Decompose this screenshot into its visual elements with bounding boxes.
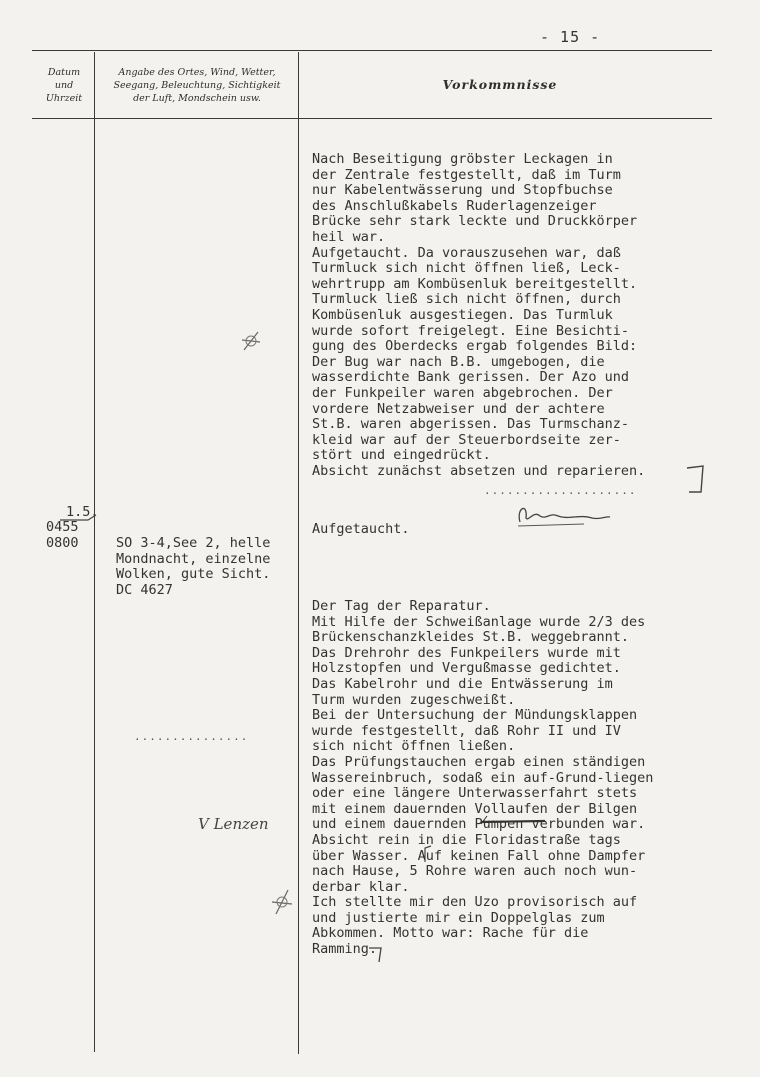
bracket-mark-2: [421, 844, 435, 864]
header-location-line2: Seegang, Beleuchtung, Sichtigkeit: [113, 80, 281, 91]
entry-line: Nach Beseitigung gröbster Leckagen in: [312, 151, 613, 167]
entry-line: sich nicht öffnen ließen.: [312, 738, 516, 755]
entry-line: Mit Hilfe der Schweißanlage wurde 2/3 des: [312, 613, 646, 630]
column-divider-2: [298, 52, 299, 1054]
entry-line: mit einem dauernden Vollaufen der Bilgen: [312, 800, 638, 817]
cross-mark-2: [268, 886, 296, 918]
pencil-annotation: V Lenzen: [198, 815, 269, 833]
entry-line: Aufgetaucht. Da vorauszusehen war, daß: [312, 244, 621, 261]
column-divider-1: [94, 52, 95, 1052]
entry-line: St.B. waren abgerissen. Das Turmschanz-: [312, 416, 629, 433]
header-location-weather: [98, 66, 296, 105]
weather-line: DC 4627: [116, 581, 173, 598]
entry-line: derbar klar.: [312, 878, 410, 895]
cross-mark-1: [238, 328, 264, 354]
entry-date: 1.5.: [66, 504, 99, 520]
entry-line: Absicht zunächst absetzen und reparieren.: [312, 462, 646, 479]
entry-line: Der Bug war nach B.B. umgebogen, die: [312, 353, 605, 370]
table-top-rule: [32, 50, 712, 51]
entry-block-1-dots: ....................: [484, 484, 637, 497]
entry-line: Ramming.: [312, 941, 378, 958]
header-location-line3: der Luft, Mondschein usw.: [133, 93, 261, 104]
entry-line: des Anschlußkabels Ruderlagenzeiger: [312, 197, 597, 214]
page-number: - 15 -: [540, 28, 601, 46]
bracket-mark-1: [685, 462, 709, 496]
entry-line: der Zentrale festgestellt, daß im Turm: [312, 166, 621, 183]
header-date-time: [36, 66, 92, 105]
entry-line: Turmluck ließ sich nicht öffnen, durch: [312, 291, 621, 308]
bracket-mark-3: [367, 944, 389, 964]
entry-line: nach Hause, 5 Rohre waren auch noch wun-: [312, 863, 638, 880]
entry-block-2: [312, 599, 653, 958]
entry-line: der Funkpeiler waren abgebrochen. Der: [312, 384, 613, 401]
entry-line: gung des Oberdecks ergab folgendes Bild:: [312, 338, 638, 355]
entry-line: und justierte mir ein Doppelglas zum: [312, 909, 605, 926]
entry-line: über Wasser. Auf keinen Fall ohne Dampfer: [312, 847, 646, 864]
entry-block-1: [312, 152, 645, 479]
entry-time-1: 0455: [46, 519, 79, 535]
entry-line: Brücke sehr stark leckte und Druckkörper: [312, 213, 638, 230]
entry-line: Ich stellte mir den Uzo provisorisch auf: [312, 894, 638, 911]
entry-line: wehrtrupp am Kombüsenluk bereitgestellt.: [312, 275, 638, 292]
entry-line: Das Drehrohr des Funkpeilers wurde mit: [312, 644, 621, 661]
header-location-line1: Angabe des Ortes, Wind, Wetter,: [118, 67, 276, 78]
strike-mark: [479, 814, 549, 828]
entry-line: vordere Netzabweiser und der achtere: [312, 400, 605, 417]
entry-line: Der Tag der Reparatur.: [312, 598, 491, 614]
entry-line: stört und eingedrückt.: [312, 447, 491, 464]
entry-line: nur Kabelentwässerung und Stopfbuchse: [312, 182, 613, 199]
entry-line: wurde sofort freigelegt. Eine Besichti-: [312, 322, 629, 339]
entry-line: Bei der Untersuchung der Mündungsklappen: [312, 707, 638, 724]
entry-line: Wassereinbruch, sodaß ein auf-Grund-liegen: [312, 769, 654, 786]
header-bottom-rule: [32, 118, 712, 119]
entry-line: kleid war auf der Steuerbordseite zer-: [312, 431, 621, 448]
entry-aufgetaucht: Aufgetaucht.: [312, 521, 410, 537]
entry-line: heil war.: [312, 228, 386, 245]
entry-line: wurde festgestellt, daß Rohr II und IV: [312, 722, 621, 739]
entry-line: Brückenschanzkleides St.B. weggebrannt.: [312, 629, 629, 646]
entry-line: Turmluck sich nicht öffnen ließ, Leck-: [312, 260, 621, 277]
weather-line: SO 3-4,See 2, helle: [116, 535, 271, 551]
signature-mark: [514, 500, 614, 530]
entry-line: Kombüsenluk ausgestiegen. Das Turmluk: [312, 306, 613, 323]
entry-line: und einem dauernden Pumpen verbunden war.: [312, 816, 646, 833]
header-date-line1: Datum: [47, 67, 81, 78]
entry-line: Absicht rein in die Floridastraße tags: [312, 831, 621, 848]
entry-time-2: 0800: [46, 535, 79, 551]
entry-line: Holzstopfen und Vergußmasse gedichtet.: [312, 660, 621, 677]
header-date-line2: und: [54, 80, 74, 91]
weather-line: Wolken, gute Sicht.: [116, 566, 271, 583]
weather-column-dots: ...............: [134, 730, 249, 743]
entry-line: wasserdichte Bank gerissen. Der Azo und: [312, 369, 629, 386]
date-underline: [58, 511, 104, 523]
entry-line: oder eine längere Unterwasserfahrt stets: [312, 785, 638, 802]
entry-line: Das Kabelrohr und die Entwässerung im: [312, 675, 613, 692]
entry-line: Das Prüfungstauchen ergab einen ständigen: [312, 753, 646, 770]
entry-line: Turm wurden zugeschweißt.: [312, 691, 516, 708]
entry-weather: [116, 536, 270, 598]
header-date-line3: Uhrzeit: [45, 93, 83, 104]
entry-line: Abkommen. Motto war: Rache für die: [312, 925, 589, 942]
header-events: Vorkommnisse: [442, 77, 558, 92]
weather-line: Mondnacht, einzelne: [116, 550, 271, 567]
